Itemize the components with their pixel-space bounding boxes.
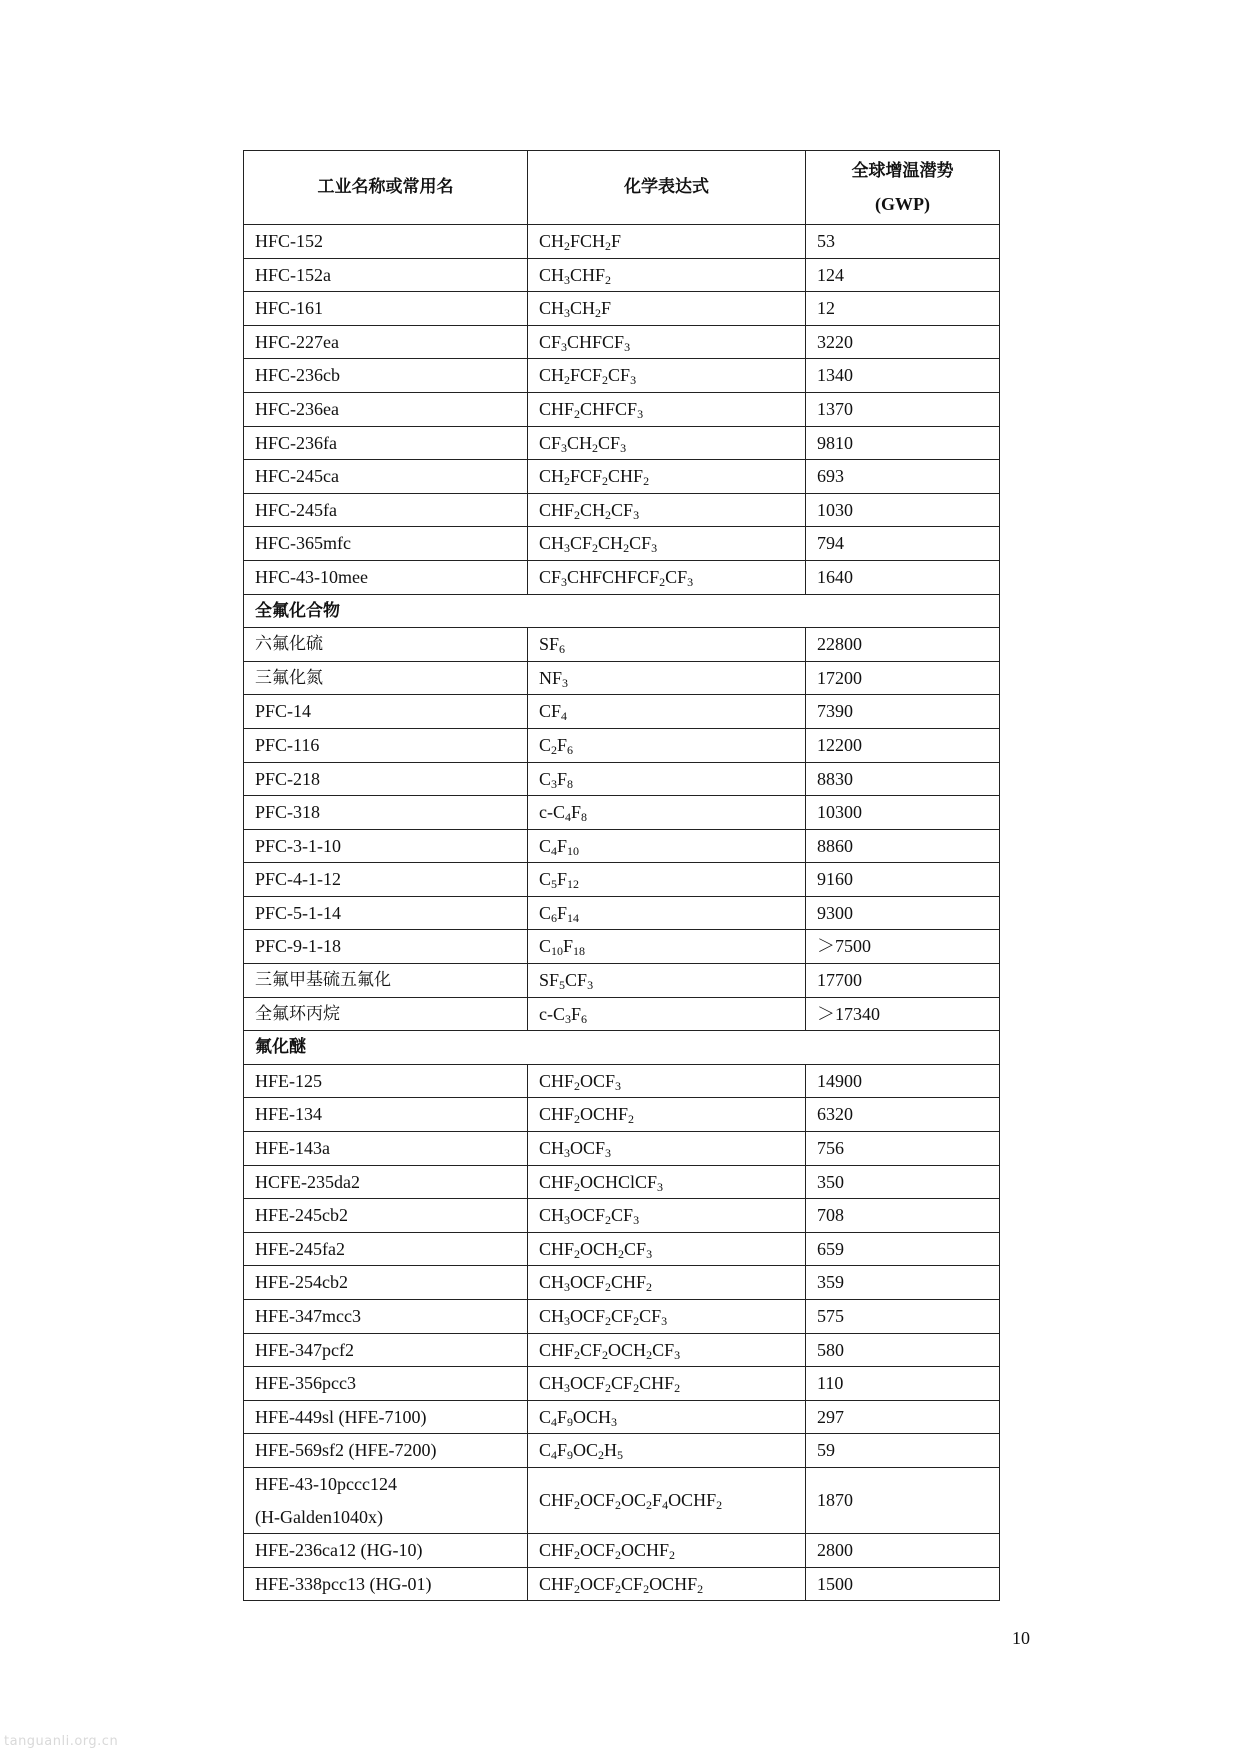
watermark: tanguanli.org.cn	[4, 1734, 119, 1749]
cell-formula: $CHF_2OCHF_2$	[528, 1098, 806, 1132]
cell-gwp: ＞17340	[806, 997, 1000, 1031]
cell-formula: $CF_3CHFCHFCF_2CF_3$	[528, 560, 806, 594]
cell-formula: $SF_5CF_3$	[528, 964, 806, 998]
cell-formula: $CHF_2OCH_2CF_3$	[528, 1232, 806, 1266]
cell-name: HFC-227ea	[244, 325, 528, 359]
cell-name: HFC-161	[244, 292, 528, 326]
cell-name: PFC-14	[244, 695, 528, 729]
table-row	[244, 1199, 1000, 1233]
cell-name: HFE-569sf2 (HFE-7200)	[244, 1434, 528, 1468]
cell-name: HFE-347mcc3	[244, 1300, 528, 1334]
table-row	[244, 1534, 1000, 1568]
table-row	[244, 258, 1000, 292]
cell-name: PFC-5-1-14	[244, 896, 528, 930]
cell-gwp: 3220	[806, 325, 1000, 359]
table-row	[244, 359, 1000, 393]
cell-formula: $c-C_3F_6$	[528, 997, 806, 1031]
cell-name: HFC-152a	[244, 258, 528, 292]
cell-gwp: 1640	[806, 560, 1000, 594]
cell-name: HFC-236ea	[244, 392, 528, 426]
cell-name: HFE-449sl (HFE-7100)	[244, 1400, 528, 1434]
table-row	[244, 325, 1000, 359]
cell-gwp: 756	[806, 1132, 1000, 1166]
cell-formula: $CHF_2OCF_3$	[528, 1064, 806, 1098]
cell-formula: $CHF_2OCF_2CF_2OCHF_2$	[528, 1567, 806, 1601]
cell-formula: $CF_3CH_2CF_3$	[528, 426, 806, 460]
section-heading: 氟化醚	[244, 1031, 1000, 1065]
cell-gwp: 659	[806, 1232, 1000, 1266]
cell-name: 六氟化硫	[244, 628, 528, 662]
cell-name: PFC-318	[244, 796, 528, 830]
cell-formula: $c-C_4F_8$	[528, 796, 806, 830]
table-row	[244, 1434, 1000, 1468]
table-row	[244, 225, 1000, 259]
cell-name	[244, 1467, 528, 1533]
cell-formula: $CHF_2CHFCF_3$	[528, 392, 806, 426]
table-row	[244, 1098, 1000, 1132]
cell-formula: $NF_3$	[528, 661, 806, 695]
cell-gwp: 575	[806, 1300, 1000, 1334]
table-row	[244, 1266, 1000, 1300]
table-row	[244, 863, 1000, 897]
table-row	[244, 896, 1000, 930]
cell-name: HFC-245fa	[244, 493, 528, 527]
table-section-row	[244, 594, 1000, 628]
cell-name: HFC-43-10mee	[244, 560, 528, 594]
cell-name: HFC-236fa	[244, 426, 528, 460]
cell-name: PFC-116	[244, 728, 528, 762]
cell-formula: $CH_3CHF_2$	[528, 258, 806, 292]
cell-formula: $C_5F_{12}$	[528, 863, 806, 897]
cell-gwp: 297	[806, 1400, 1000, 1434]
cell-formula: $CF_3CHFCF_3$	[528, 325, 806, 359]
table-row	[244, 661, 1000, 695]
cell-name: HFE-254cb2	[244, 1266, 528, 1300]
cell-gwp: 1340	[806, 359, 1000, 393]
table-body	[244, 225, 1000, 1601]
table-row	[244, 1367, 1000, 1401]
page-number: 10	[1012, 1628, 1030, 1648]
table-row	[244, 628, 1000, 662]
cell-gwp: 1370	[806, 392, 1000, 426]
cell-name: PFC-9-1-18	[244, 930, 528, 964]
cell-formula: $CH_3OCF_3$	[528, 1132, 806, 1166]
table-row	[244, 762, 1000, 796]
cell-formula: $CH_3CH_2F$	[528, 292, 806, 326]
cell-gwp: 8830	[806, 762, 1000, 796]
cell-gwp: 6320	[806, 1098, 1000, 1132]
cell-gwp: 580	[806, 1333, 1000, 1367]
table-row	[244, 560, 1000, 594]
cell-gwp: 110	[806, 1367, 1000, 1401]
cell-name: PFC-4-1-12	[244, 863, 528, 897]
cell-formula: $CH_2FCF_2CHF_2$	[528, 460, 806, 494]
cell-gwp: ＞7500	[806, 930, 1000, 964]
table-row	[244, 426, 1000, 460]
cell-name: HFC-152	[244, 225, 528, 259]
table-row	[244, 292, 1000, 326]
cell-name: 全氟环丙烷	[244, 997, 528, 1031]
cell-gwp: 59	[806, 1434, 1000, 1468]
table-row	[244, 1132, 1000, 1166]
cell-formula: $CHF_2OCF_2OC_2F_4OCHF_2$	[528, 1467, 806, 1533]
cell-gwp: 10300	[806, 796, 1000, 830]
header-gwp	[806, 151, 1000, 225]
cell-gwp: 17700	[806, 964, 1000, 998]
cell-formula: $C_3F_8$	[528, 762, 806, 796]
cell-gwp: 350	[806, 1165, 1000, 1199]
cell-gwp: 12	[806, 292, 1000, 326]
cell-formula: $CH_2FCF_2CF_3$	[528, 359, 806, 393]
table-row	[244, 1567, 1000, 1601]
cell-name: HFE-245cb2	[244, 1199, 528, 1233]
cell-gwp: 53	[806, 225, 1000, 259]
cell-gwp: 12200	[806, 728, 1000, 762]
cell-name: HFE-347pcf2	[244, 1333, 528, 1367]
cell-name: HFE-245fa2	[244, 1232, 528, 1266]
cell-name: HFE-143a	[244, 1132, 528, 1166]
table-row	[244, 796, 1000, 830]
cell-gwp: 9810	[806, 426, 1000, 460]
gwp-table	[243, 150, 1000, 1601]
table-row	[244, 930, 1000, 964]
cell-name: HFE-338pcc13 (HG-01)	[244, 1567, 528, 1601]
table-row	[244, 695, 1000, 729]
cell-formula: $C_4F_{10}$	[528, 829, 806, 863]
table-row	[244, 1232, 1000, 1266]
cell-formula: $C_{10}F_{18}$	[528, 930, 806, 964]
table-row	[244, 829, 1000, 863]
cell-formula: $CH_2FCH_2F$	[528, 225, 806, 259]
table-row	[244, 493, 1000, 527]
cell-name: 三氟甲基硫五氟化	[244, 964, 528, 998]
cell-name: HFC-245ca	[244, 460, 528, 494]
cell-formula: $CH_3OCF_2CF_3$	[528, 1199, 806, 1233]
cell-name-line2: (H-Galden1040x)	[255, 1506, 383, 1527]
table-row	[244, 997, 1000, 1031]
table-row	[244, 1300, 1000, 1334]
cell-formula: $CHF_2CH_2CF_3$	[528, 493, 806, 527]
cell-gwp: 1500	[806, 1567, 1000, 1601]
cell-gwp: 1030	[806, 493, 1000, 527]
cell-gwp: 22800	[806, 628, 1000, 662]
table-row	[244, 392, 1000, 426]
cell-name: HFE-236ca12 (HG-10)	[244, 1534, 528, 1568]
cell-formula: $CHF_2CF_2OCH_2CF_3$	[528, 1333, 806, 1367]
cell-gwp: 693	[806, 460, 1000, 494]
table-row	[244, 1467, 1000, 1533]
table-row	[244, 1165, 1000, 1199]
cell-formula: $SF_6$	[528, 628, 806, 662]
cell-formula: $CHF_2OCF_2OCHF_2$	[528, 1534, 806, 1568]
cell-gwp: 359	[806, 1266, 1000, 1300]
cell-gwp: 7390	[806, 695, 1000, 729]
table-row	[244, 964, 1000, 998]
table-header-row	[244, 151, 1000, 225]
cell-gwp: 1870	[806, 1467, 1000, 1533]
cell-name: HFE-356pcc3	[244, 1367, 528, 1401]
table-row	[244, 1400, 1000, 1434]
header-formula: 化学表达式	[528, 151, 806, 225]
cell-name: HFE-125	[244, 1064, 528, 1098]
header-gwp-line2: (GWP)	[875, 193, 930, 214]
table-row	[244, 460, 1000, 494]
cell-formula: $C_6F_{14}$	[528, 896, 806, 930]
cell-gwp: 708	[806, 1199, 1000, 1233]
cell-formula: $C_4F_9OCH_3$	[528, 1400, 806, 1434]
cell-name: HFC-365mfc	[244, 527, 528, 561]
cell-formula: $CH_3CF_2CH_2CF_3$	[528, 527, 806, 561]
cell-name: 三氟化氮	[244, 661, 528, 695]
cell-name: PFC-3-1-10	[244, 829, 528, 863]
cell-formula: $CH_3OCF_2CF_2CHF_2$	[528, 1367, 806, 1401]
section-heading: 全氟化合物	[244, 594, 1000, 628]
table-row	[244, 728, 1000, 762]
cell-gwp: 124	[806, 258, 1000, 292]
cell-name-line1: HFE-43-10pccc124	[255, 1473, 397, 1494]
cell-name: HCFE-235da2	[244, 1165, 528, 1199]
header-gwp-line1: 全球增温潜势	[851, 160, 954, 181]
cell-name: HFE-134	[244, 1098, 528, 1132]
cell-gwp: 9300	[806, 896, 1000, 930]
cell-formula: $CH_3OCF_2CHF_2$	[528, 1266, 806, 1300]
cell-formula: $C_4F_9OC_2H_5$	[528, 1434, 806, 1468]
cell-gwp: 2800	[806, 1534, 1000, 1568]
cell-gwp: 794	[806, 527, 1000, 561]
cell-gwp: 9160	[806, 863, 1000, 897]
cell-formula: $CH_3OCF_2CF_2CF_3$	[528, 1300, 806, 1334]
cell-name: HFC-236cb	[244, 359, 528, 393]
cell-name: PFC-218	[244, 762, 528, 796]
table-row	[244, 527, 1000, 561]
cell-formula: $C_2F_6$	[528, 728, 806, 762]
cell-gwp: 17200	[806, 661, 1000, 695]
cell-gwp: 14900	[806, 1064, 1000, 1098]
table-row	[244, 1064, 1000, 1098]
table-section-row	[244, 1031, 1000, 1065]
cell-formula: $CF_4$	[528, 695, 806, 729]
header-name: 工业名称或常用名	[244, 151, 528, 225]
cell-formula: $CHF_2OCHClCF_3$	[528, 1165, 806, 1199]
cell-gwp: 8860	[806, 829, 1000, 863]
table-row	[244, 1333, 1000, 1367]
